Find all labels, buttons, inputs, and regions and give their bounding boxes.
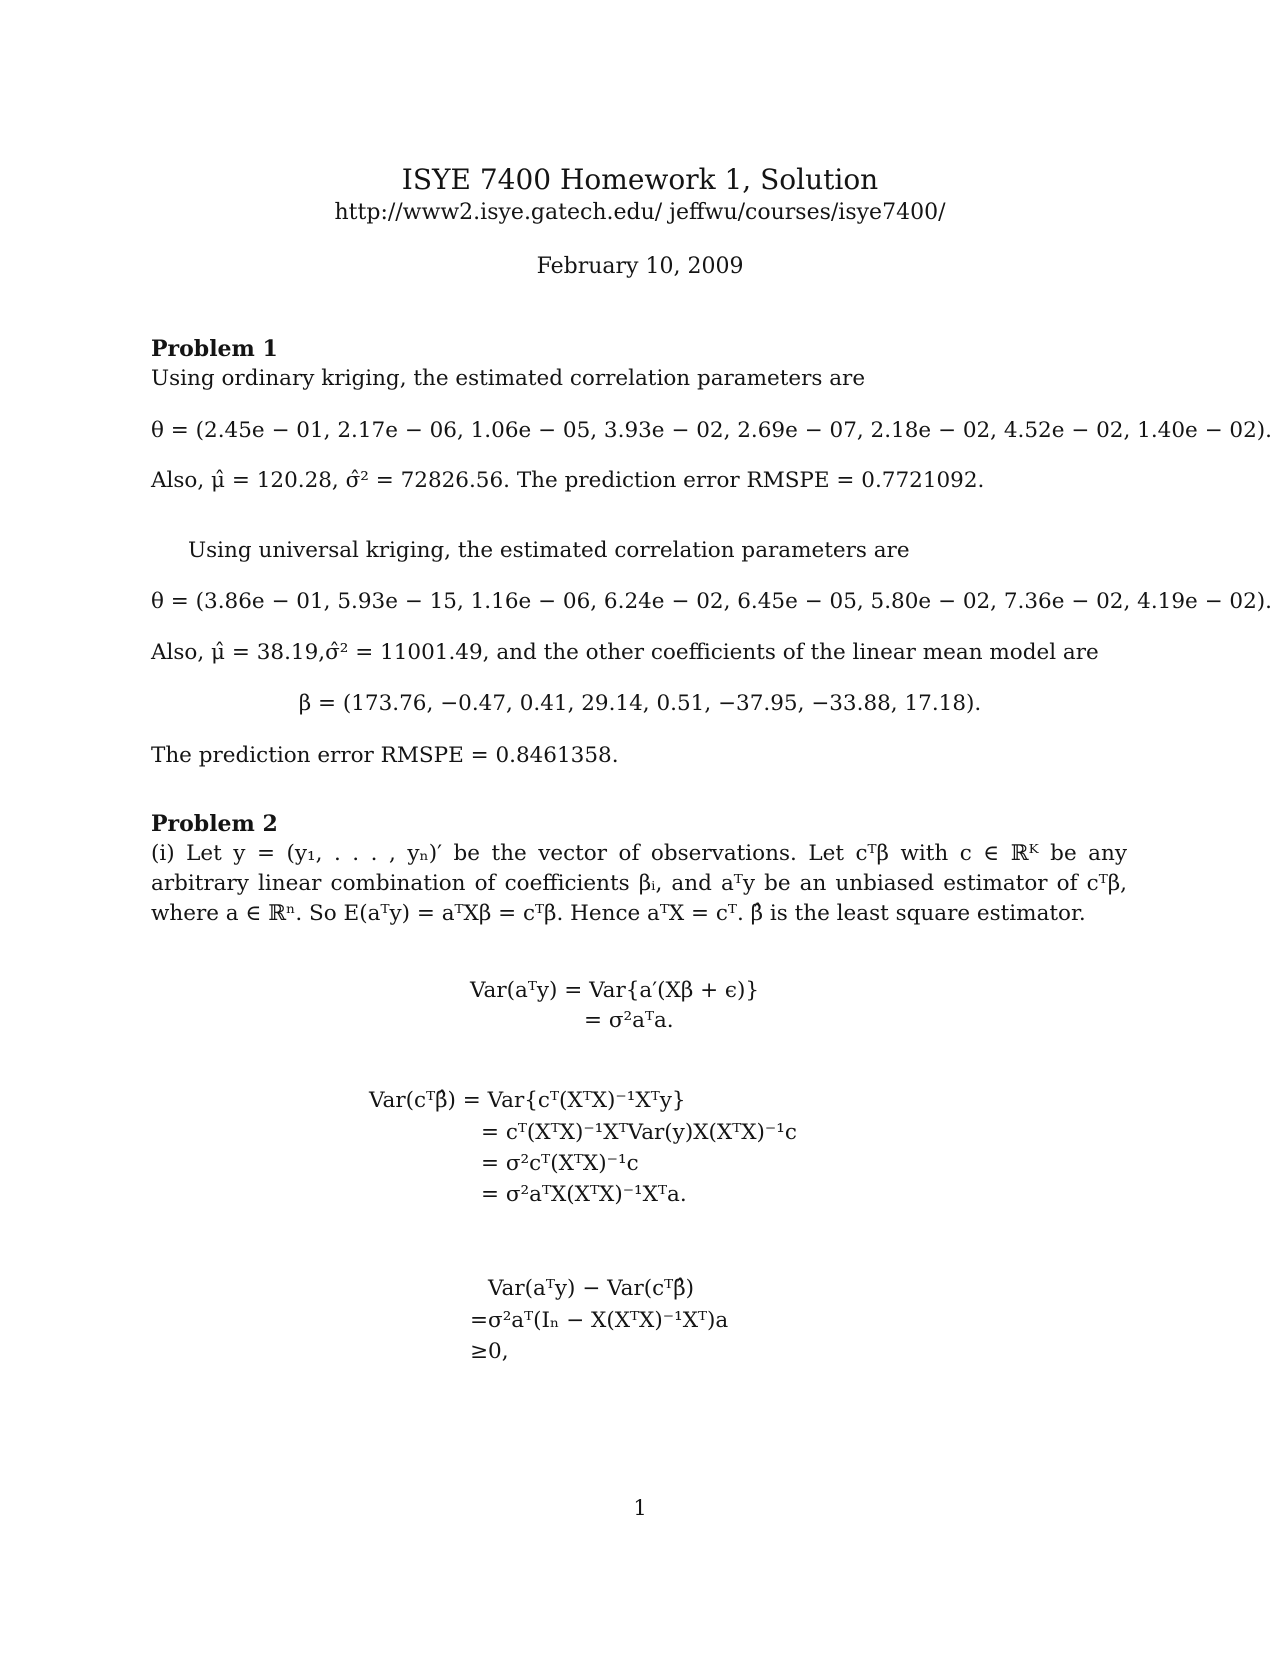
course-url: http://www2.isye.gatech.edu/ jeffwu/courses/isye7400/ [334,200,946,225]
universal-rmspe: The prediction error RMSPE = 0.8461358. [151,743,619,768]
equation-line: = σ²aᵀa. [584,1008,674,1033]
equation-line: Var(cᵀβ̂) = Var{cᵀ(XᵀX)⁻¹Xᵀy} [369,1088,686,1113]
equation-line: ≥0, [470,1339,509,1364]
equation-line: = σ²cᵀ(XᵀX)⁻¹c [481,1151,639,1176]
universal-estimates: Also, μ̂ = 38.19,σ̂² = 11001.49, and the other coefficients of the linear mean model are [151,640,1099,665]
problem-2-heading: Problem 2 [151,811,278,837]
universal-kriging-intro: Using universal kriging, the estimated correlation parameters are [188,538,910,563]
page-number: 1 [633,1496,647,1520]
ordinary-kriging-intro: Using ordinary kriging, the estimated correlation parameters are [151,366,866,391]
equation-line: = cᵀ(XᵀX)⁻¹XᵀVar(y)X(XᵀX)⁻¹c [481,1120,797,1145]
universal-theta-equation: θ = (3.86e − 01, 5.93e − 15, 1.16e − 06, 6.24e − 02, 6.45e − 05, 5.80e − 02, 7.36e − 02, 4.19e − 02). [151,589,1273,614]
document-title: ISYE 7400 Homework 1, Solution [401,163,879,196]
ordinary-theta-equation: θ = (2.45e − 01, 2.17e − 06, 1.06e − 05, 3.93e − 02, 2.69e − 07, 2.18e − 02, 4.52e − 02, 1.40e − 02). [151,418,1273,443]
equation-line: = σ²aᵀX(XᵀX)⁻¹Xᵀa. [481,1182,687,1207]
equation-line: =σ²aᵀ(Iₙ − X(XᵀX)⁻¹Xᵀ)a [470,1308,729,1333]
equation-line: Var(aᵀy) − Var(cᵀβ̂) [488,1276,695,1301]
problem-1-heading: Problem 1 [151,336,278,362]
document-date: February 10, 2009 [536,254,744,279]
beta-equation: β = (173.76, −0.47, 0.41, 29.14, 0.51, −37.95, −33.88, 17.18). [298,691,982,716]
problem-2-paragraph: (i) Let y = (y₁, . . . , yₙ)′ be the vector of observations. Let cᵀβ with c ∈ ℝᴷ be any arbitrary linear combination of coefficients βᵢ, and aᵀy be an unbiased estimator of cᵀβ, where a ∈ ℝⁿ. So E(aᵀy) = aᵀXβ = cᵀβ. Hence aᵀX = cᵀ. β̂ is the least square estimator. [151,841,1127,926]
equation-line: Var(aᵀy) = Var{a′(Xβ + ϵ)} [470,978,760,1003]
ordinary-estimates: Also, μ̂ = 120.28, σ̂² = 72826.56. The prediction error RMSPE = 0.7721092. [151,468,985,493]
